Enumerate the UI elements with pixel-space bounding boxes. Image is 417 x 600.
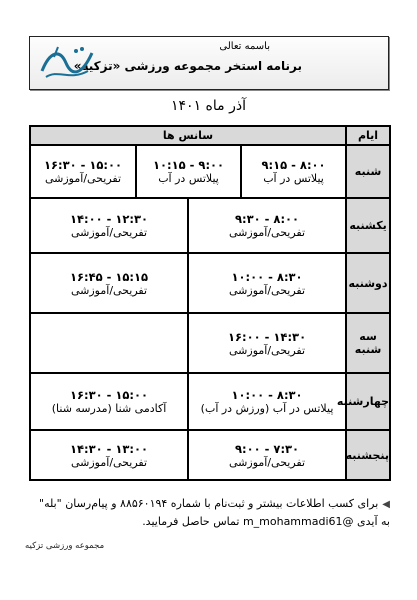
day-cell: دوشنبه bbox=[346, 253, 390, 313]
slot-time: ۹:۳۰ - ۸:۰۰ bbox=[234, 212, 300, 226]
slot-activity: تفریحی/آموزشی bbox=[229, 226, 306, 239]
slot-cell bbox=[30, 430, 188, 480]
table-row bbox=[30, 198, 390, 253]
slot-time: ۹:۰۰ - ۷:۳۰ bbox=[234, 441, 300, 456]
tazkieh-logo-icon bbox=[36, 41, 98, 85]
day-cell: شنبه bbox=[346, 145, 390, 198]
slot-activity: تفریحی/آموزشی bbox=[229, 283, 306, 297]
contact-info-line bbox=[25, 493, 390, 516]
empty-slot-cell bbox=[30, 313, 188, 373]
table-row bbox=[30, 145, 390, 198]
slot-activity: آکادمی شنا (مدرسه شنا) bbox=[51, 402, 167, 415]
signature: مجموعه ورزشی تزکیه bbox=[25, 541, 105, 551]
slot-cell bbox=[241, 145, 346, 198]
slot-activity: تفریحی/آموزشی bbox=[70, 283, 148, 297]
slot-cell bbox=[30, 198, 188, 253]
slot-activity: تفریحی/آموزشی bbox=[70, 455, 148, 469]
slot-time: ۱۴:۳۰ - ۱۳:۰۰ bbox=[69, 441, 149, 456]
slot-time: ۹:۱۵ - ۸:۰۰ bbox=[261, 158, 326, 172]
slot-cell bbox=[136, 145, 241, 198]
slot-time: ۱۶:۳۰ - ۱۵:۰۰ bbox=[43, 158, 123, 172]
triangle-bullet-icon: ◀ bbox=[382, 499, 390, 510]
slot-time: ۱۶:۰۰ - ۱۴:۳۰ bbox=[227, 329, 307, 344]
day-cell: پنجشنبه bbox=[346, 430, 390, 480]
table-row bbox=[30, 313, 390, 373]
month-heading: آذر ماه ۱۴۰۱ bbox=[171, 98, 246, 114]
slot-time: ۱۴:۰۰ - ۱۲:۳۰ bbox=[69, 212, 149, 226]
day-cell: چهارشنبه bbox=[346, 373, 390, 430]
slot-time: ۱۶:۳۰ - ۱۵:۰۰ bbox=[69, 388, 149, 402]
slot-cell bbox=[30, 253, 188, 313]
header-banner bbox=[29, 36, 389, 90]
day-cell: سه شنبه bbox=[346, 313, 390, 373]
day-cell: یکشنبه bbox=[346, 198, 390, 253]
slot-time: ۱۰:۰۰ - ۸:۳۰ bbox=[231, 269, 303, 284]
slot-activity: پیلاتس در آب (ورزش در آب) bbox=[200, 402, 334, 415]
slot-cell bbox=[188, 198, 346, 253]
page-title: برنامه استخر مجموعه ورزشی «تزکیه» bbox=[73, 59, 302, 73]
column-header-day: ایام bbox=[346, 126, 390, 145]
slot-time: ۱۰:۰۰ - ۸:۳۰ bbox=[231, 388, 303, 402]
slot-cell bbox=[188, 373, 346, 430]
slot-activity: تفریحی/آموزشی bbox=[229, 455, 306, 469]
slot-activity: پیلاتس در آب bbox=[263, 172, 324, 185]
slot-cell bbox=[30, 145, 136, 198]
slot-cell bbox=[188, 430, 346, 480]
header-blessing: باسمه تعالی bbox=[219, 41, 270, 52]
slot-time: ۱۰:۱۵ - ۹:۰۰ bbox=[152, 158, 225, 172]
contact-id-line: به آیدی @m_mohammadi61 تماس حاصل فرمایید. bbox=[142, 515, 390, 528]
slot-cell bbox=[188, 253, 346, 313]
slot-activity: پیلاتس در آب bbox=[158, 172, 219, 185]
table-row bbox=[30, 430, 390, 480]
column-header-sessions: سانس ها bbox=[30, 126, 346, 145]
slot-activity: تفریحی/آموزشی bbox=[44, 172, 122, 185]
slot-activity: تفریحی/آموزشی bbox=[70, 226, 148, 239]
slot-activity: تفریحی/آموزشی bbox=[229, 343, 306, 357]
table-row bbox=[30, 253, 390, 313]
slot-cell bbox=[188, 313, 346, 373]
slot-time: ۱۶:۴۵ - ۱۵:۱۵ bbox=[69, 269, 149, 284]
schedule-table bbox=[29, 125, 391, 481]
slot-cell bbox=[30, 373, 188, 430]
contact-text: برای کسب اطلاعات بیشتر و ثبت‌نام با شماره ۸۸۵۶۰۱۹۴ و پیام‌رسان "بله" bbox=[39, 497, 379, 510]
table-row bbox=[30, 373, 390, 430]
